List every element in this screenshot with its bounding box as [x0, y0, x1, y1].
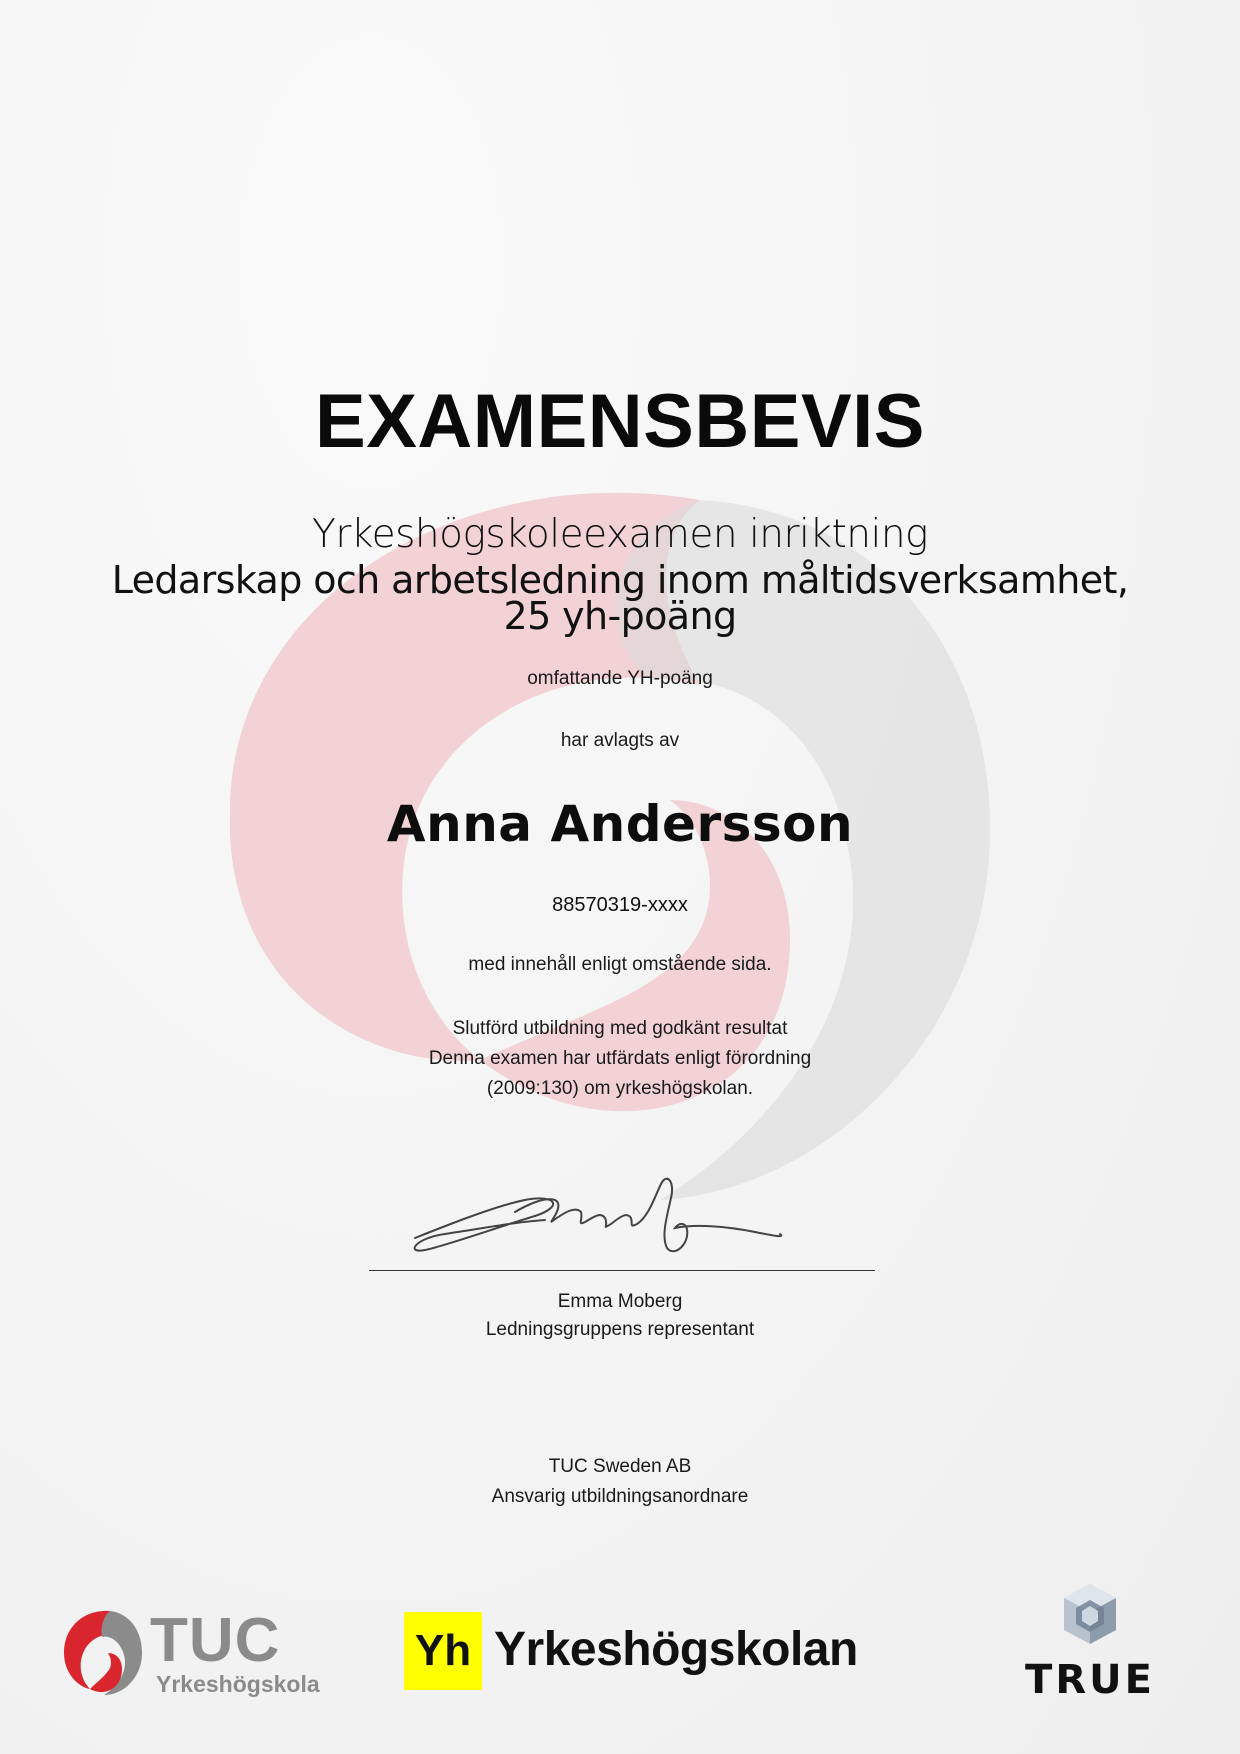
certificate-title: EXAMENSBEVIS: [315, 379, 925, 464]
signature: [405, 1176, 835, 1276]
completion-line-1: Slutförd utbildning med godkänt resultat: [452, 1018, 788, 1039]
provider-block: [0, 1452, 1240, 1512]
yrkeshogskolan-logo: [404, 1612, 858, 1690]
signatory-name: Emma Moberg: [557, 1291, 683, 1312]
provider-name: TUC Sweden AB: [548, 1456, 692, 1477]
tuc-logo: [62, 1605, 332, 1700]
completion-statement: [0, 1014, 1240, 1104]
yh-badge: Yh: [404, 1612, 482, 1690]
completion-line-3: (2009:130) om yrkeshögskolan.: [486, 1078, 754, 1099]
provider-role: Ansvarig utbildningsanordnare: [491, 1486, 749, 1507]
tuc-logo-subtext: Yrkeshögskola: [156, 1671, 320, 1697]
yh-logo-text: Yrkeshögskolan: [494, 1623, 858, 1676]
signatory-block: [0, 1288, 1240, 1344]
tuc-swirl-icon: [62, 1607, 144, 1697]
signature-line: [369, 1270, 875, 1271]
true-logo: [1025, 1582, 1155, 1702]
awarded-text: har avlagts av: [560, 730, 680, 751]
tuc-logo-text: TUC: [150, 1606, 281, 1675]
degree-type: Yrkeshögskoleexamen inriktning: [312, 512, 928, 557]
recipient-name: Anna Andersson: [386, 795, 854, 853]
scope-text: omfattande YH-poäng: [527, 668, 713, 689]
content-note: med innehåll enligt omstående sida.: [468, 954, 772, 975]
completion-line-2: Denna examen har utfärdats enligt förordning: [428, 1048, 812, 1069]
program-name: Ledarskap och arbetsledning inom måltidsverksamhet, 25 yh-poäng: [111, 558, 1129, 638]
personal-number: 88570319-xxxx: [552, 894, 688, 916]
true-cube-icon: [1060, 1582, 1120, 1648]
true-logo-text: TRUE: [1025, 1657, 1155, 1703]
signatory-role: Ledningsgruppens representant: [485, 1319, 755, 1340]
